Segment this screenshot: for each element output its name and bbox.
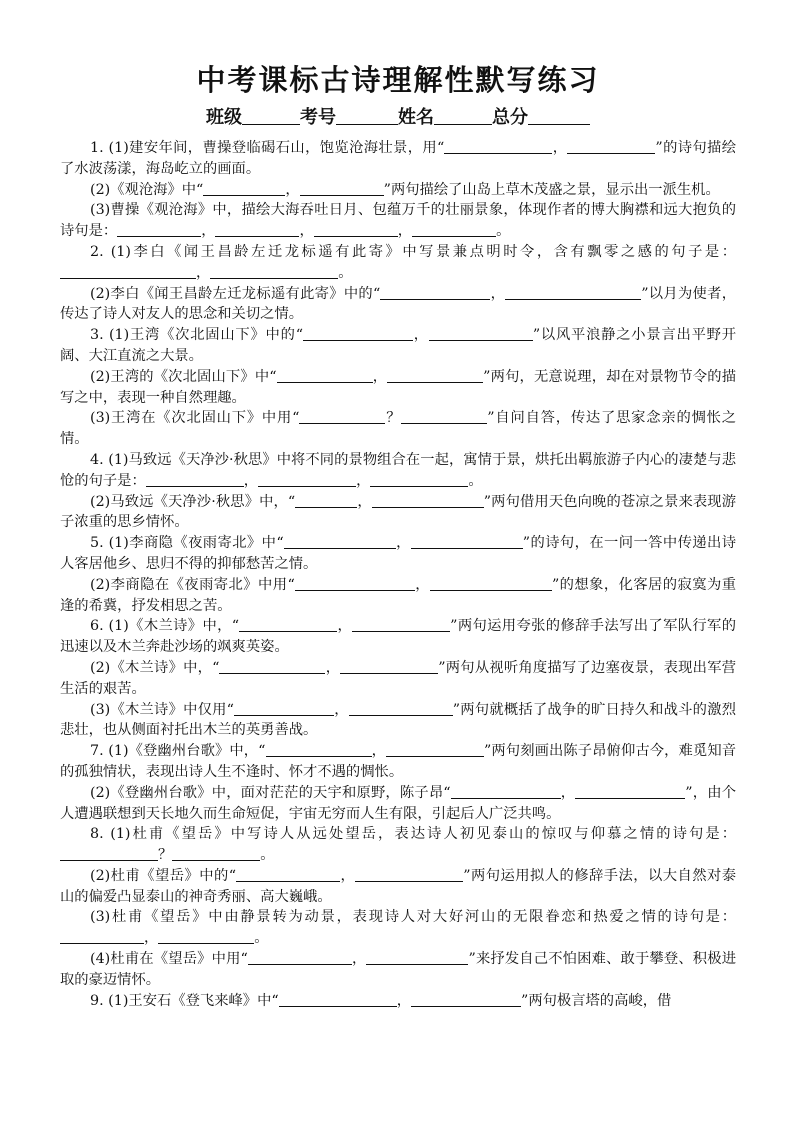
score-field[interactable] — [528, 106, 590, 125]
question-1-3: (3)曹操《观沧海》中，描绘大海吞吐日月、包蕴万千的壮丽景象，体现作者的博大胸襟和远大抱负的诗句是： ， ， ， 。 — [60, 202, 736, 240]
answer-blank[interactable] — [284, 534, 396, 549]
answer-blank[interactable] — [158, 929, 254, 944]
answer-blank[interactable] — [401, 409, 487, 424]
question-2-1: 2. (1)李白《闻王昌龄左迁龙标遥有此寄》中写景兼点明时令，含有飘零之感的句子是：， 。 — [60, 242, 736, 284]
class-label: 班级 — [206, 107, 242, 128]
answer-blank[interactable] — [258, 472, 356, 487]
answer-blank[interactable] — [444, 139, 552, 154]
question-4-2: (2)马致远《天净沙·秋思》中，“ ， ”两句借用天色向晚的苍凉之景来表现游子浓重的思乡情怀。 — [60, 493, 737, 531]
answer-blank[interactable] — [370, 472, 468, 487]
answer-blank[interactable] — [279, 992, 397, 1007]
answer-blank[interactable] — [146, 472, 244, 487]
answer-blank[interactable] — [386, 742, 484, 757]
question-7-1: 7. (1)《登幽州台歌》中，“ ， ”两句刻画出陈子昂俯仰古今，难觅知音的孤独情状，表现出诗人生不逢时、怀才不遇的惆怅。 — [60, 743, 737, 780]
question-6-3: (3)《木兰诗》中仅用“ ， ”两句就概括了战争的旷日持久和战斗的激烈悲壮，也从侧面衬托出木兰的英勇善战。 — [60, 701, 737, 739]
answer-blank[interactable] — [575, 784, 685, 799]
answer-blank[interactable] — [451, 784, 561, 799]
answer-blank[interactable] — [366, 950, 468, 965]
question-8-1: 8. (1)杜甫《望岳》中写诗人从远处望岳，表达诗人初见泰山的惊叹与仰慕之情的诗句是：？ 。 — [60, 824, 736, 866]
answer-blank[interactable] — [295, 576, 415, 591]
answer-blank[interactable] — [266, 742, 372, 757]
answer-blank[interactable] — [203, 181, 285, 196]
question-4-1: 4. (1)马致远《天净沙·秋思》中将不同的景物组合在一起，寓情于景，烘托出羁旅游子内心的凄楚与悲怆的句子是： ， ， 。 — [60, 451, 736, 489]
answer-blank[interactable] — [380, 285, 490, 300]
answer-blank[interactable] — [248, 950, 352, 965]
name-field[interactable] — [434, 106, 492, 125]
question-5-2: (2)李商隐在《夜雨寄北》中用“ ， ”的想象，化客居的寂寞为重逢的希冀，抒发相思之苦。 — [60, 576, 737, 614]
answer-blank[interactable] — [60, 264, 196, 279]
question-3-2: (2)王湾的《次北固山下》中“ ， ”两句，无意说理，却在对景物节令的描写之中，表现一种自然理趣。 — [60, 368, 737, 406]
answer-blank[interactable] — [505, 285, 641, 300]
answer-blank[interactable] — [234, 701, 334, 716]
name-label: 姓名 — [398, 107, 434, 128]
answer-blank[interactable] — [210, 264, 338, 279]
answer-blank[interactable] — [340, 659, 438, 674]
answer-blank[interactable] — [429, 326, 533, 341]
answer-blank[interactable] — [349, 701, 453, 716]
page-title: 中考课标古诗理解性默写练习 — [196, 63, 600, 97]
answer-blank[interactable] — [372, 493, 484, 508]
answer-blank[interactable] — [411, 992, 521, 1007]
answer-blank[interactable] — [239, 617, 337, 632]
answer-blank[interactable] — [314, 222, 398, 237]
question-6-1: 6. (1)《木兰诗》中，“ ， ”两句运用夸张的修辞手法写出了军队行军的迅速以及木兰奔赴沙场的飒爽英姿。 — [60, 618, 737, 656]
answer-blank[interactable] — [299, 409, 385, 424]
answer-blank[interactable] — [60, 929, 144, 944]
question-8-2: (2)杜甫《望岳》中的“ ， ”两句运用拟人的修辞手法，以大自然对泰山的偏爱凸显泰山的神奇秀丽、高大巍峨。 — [60, 867, 737, 905]
answer-blank[interactable] — [219, 659, 325, 674]
answer-blank[interactable] — [300, 181, 384, 196]
score-label: 总分 — [492, 107, 528, 128]
question-7-2: (2)《登幽州台歌》中，面对茫茫的天宇和原野，陈子昂“ ， ”，由个人遭遇联想到天长地久而生命短促，宇宙无穷而人生有限，引起后人广泛共鸣。 — [60, 784, 737, 822]
question-9-1: 9. (1)王安石《登飞来峰》中“ ， ”两句极言塔的高峻，借 — [90, 992, 672, 1009]
answer-blank[interactable] — [172, 846, 260, 861]
answer-blank[interactable] — [430, 576, 552, 591]
question-1-1: 1. (1)建安年间，曹操登临碣石山，饱览沧海壮景，用“ ， ”的诗句描绘了水波荡漾，海岛屹立的画面。 — [60, 140, 737, 177]
question-8-3: (3)杜甫《望岳》中由静景转为动景，表现诗人对大好河山的无限眷恋和热爱之情的诗句是：， 。 — [60, 907, 736, 949]
answer-blank[interactable] — [277, 368, 373, 383]
answer-blank[interactable] — [567, 139, 655, 154]
question-6-2: (2)《木兰诗》中，“ ， ”两句从视听角度描写了边塞夜景，表现出军营生活的艰苦。 — [60, 659, 737, 697]
question-5-1: 5. (1)李商隐《夜雨寄北》中“ ， ”的诗句，在一问一答中传递出诗人客居他乡、思归不得的抑郁愁苦之情。 — [60, 535, 737, 572]
answer-blank[interactable] — [215, 222, 299, 237]
answer-blank[interactable] — [295, 493, 357, 508]
answer-blank[interactable] — [412, 222, 496, 237]
answer-blank[interactable] — [355, 867, 463, 882]
class-field[interactable] — [242, 106, 300, 125]
answer-blank[interactable] — [60, 846, 158, 861]
info-line — [60, 100, 736, 136]
exam-number-label: 考号 — [300, 107, 336, 128]
answer-blank[interactable] — [352, 617, 450, 632]
worksheet-page — [60, 58, 736, 1011]
answer-blank[interactable] — [303, 326, 413, 341]
exam-number-field[interactable] — [336, 106, 398, 125]
question-1-2: (2)《观沧海》中“ ， ”两句描绘了山岛上草木茂盛之景，显示出一派生机。 — [90, 181, 720, 198]
answer-blank[interactable] — [387, 368, 483, 383]
question-2-2: (2)李白《闻王昌龄左迁龙标遥有此寄》中的“ ， ”以月为使者，传达了诗人对友人的思念和关切之情。 — [60, 285, 737, 323]
answer-blank[interactable] — [411, 534, 523, 549]
question-3-1: 3. (1)王湾《次北固山下》中的“ ， ”以风平浪静之小景言出平野开阔、大江直流之大景。 — [60, 327, 737, 364]
answer-blank[interactable] — [236, 867, 340, 882]
answer-blank[interactable] — [117, 222, 201, 237]
question-8-4: (4)杜甫在《望岳》中用“ ， ”来抒发自己不怕困难、敢于攀登、积极进取的豪迈情怀。 — [60, 951, 737, 988]
question-3-3: (3)王湾在《次北固山下》中用“ ？ ”自问自答，传达了思家念亲的惆怅之情。 — [60, 410, 737, 448]
